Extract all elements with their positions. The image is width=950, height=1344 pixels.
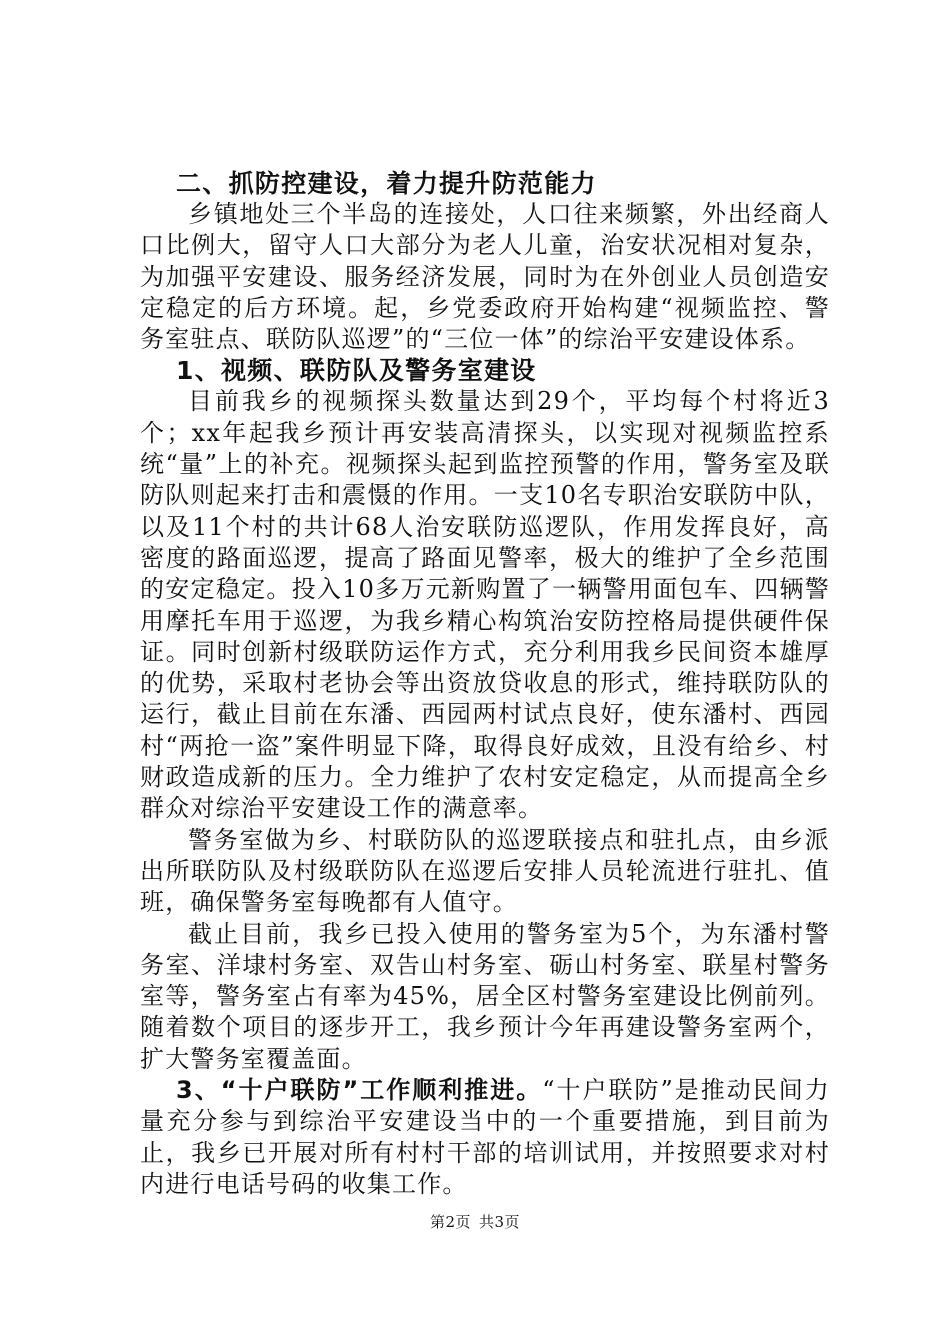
- page-number-current: 第2页: [429, 1213, 471, 1231]
- document-body: [140, 168, 830, 1200]
- video-paragraph: 目前我乡的视频探头数量达到29个，平均每个村将近3个；xx年起我乡预计再安装高清探头，以实现对视频监控系统“量”上的补充。视频探头起到监控预警的作用，警务室及联防队则起来打击和震慑的作用。一支10名专职治安联防中队，以及11个村的共计68人治安联防巡逻队，作用发挥良好，高密度的路面巡逻，提高了路面见警率，极大的维护了全乡范围的安定稳定。投入10多万元新购置了一辆警用面包车、四辆警用摩托车用于巡逻，为我乡精心构筑治安防控格局提供硬件保证。同时创新村级联防运作方式，充分利用我乡民间资本雄厚的优势，采取村老协会等出资放贷收息的形式，维持联防队的运行，截止目前在东潘、西园两村试点良好，使东潘村、西园村“两抢一盗”案件明显下降，取得良好成效，且没有给乡、村财政造成新的压力。全力维护了农村安定稳定，从而提高全乡群众对综治平安建设工作的满意率。: [140, 387, 830, 823]
- ten-household-body: “十户联防”是推动民间力量充分参与到综治平安建设当中的一个重要措施，到目前为止，我乡已开展对所有村村干部的培训试用，并按照要求对村内进行电话号码的收集工作。: [140, 1076, 830, 1198]
- page-footer: [0, 1212, 950, 1232]
- intro-paragraph: 乡镇地处三个半岛的连接处，人口往来频繁，外出经商人口比例大，留守人口大部分为老人儿童，治安状况相对复杂，为加强平安建设、服务经济发展，同时为在外创业人员创造安定稳定的后方环境。起，乡党委政府开始构建“视频监控、警务室驻点、联防队巡逻”的“三位一体”的综治平安建设体系。: [140, 200, 830, 354]
- stats-paragraph: 截止目前，我乡已投入使用的警务室为5个，为东潘村警务室、洋埭村务室、双告山村务室、砺山村务室、联星村警务室等，警务室占有率为45%，居全区村警务室建设比例前列。随着数个项目的逐步开工，我乡预计今年再建设警务室两个，扩大警务室覆盖面。: [140, 919, 830, 1073]
- station-paragraph: 警务室做为乡、村联防队的巡逻联接点和驻扎点，由乡派出所联防队及村级联防队在巡逻后安排人员轮流进行驻扎、值班，确保警务室每晚都有人值守。: [140, 825, 830, 917]
- ten-household-paragraph: [140, 1075, 830, 1200]
- section-heading: 二、抓防控建设，着力提升防范能力: [176, 169, 597, 198]
- ten-household-lead: 3、“十户联防”工作顺利推进。: [176, 1076, 543, 1105]
- subheading-video-patrol-station: 1、视频、联防队及警务室建设: [176, 356, 537, 386]
- page-number-total: 共3页: [479, 1213, 521, 1231]
